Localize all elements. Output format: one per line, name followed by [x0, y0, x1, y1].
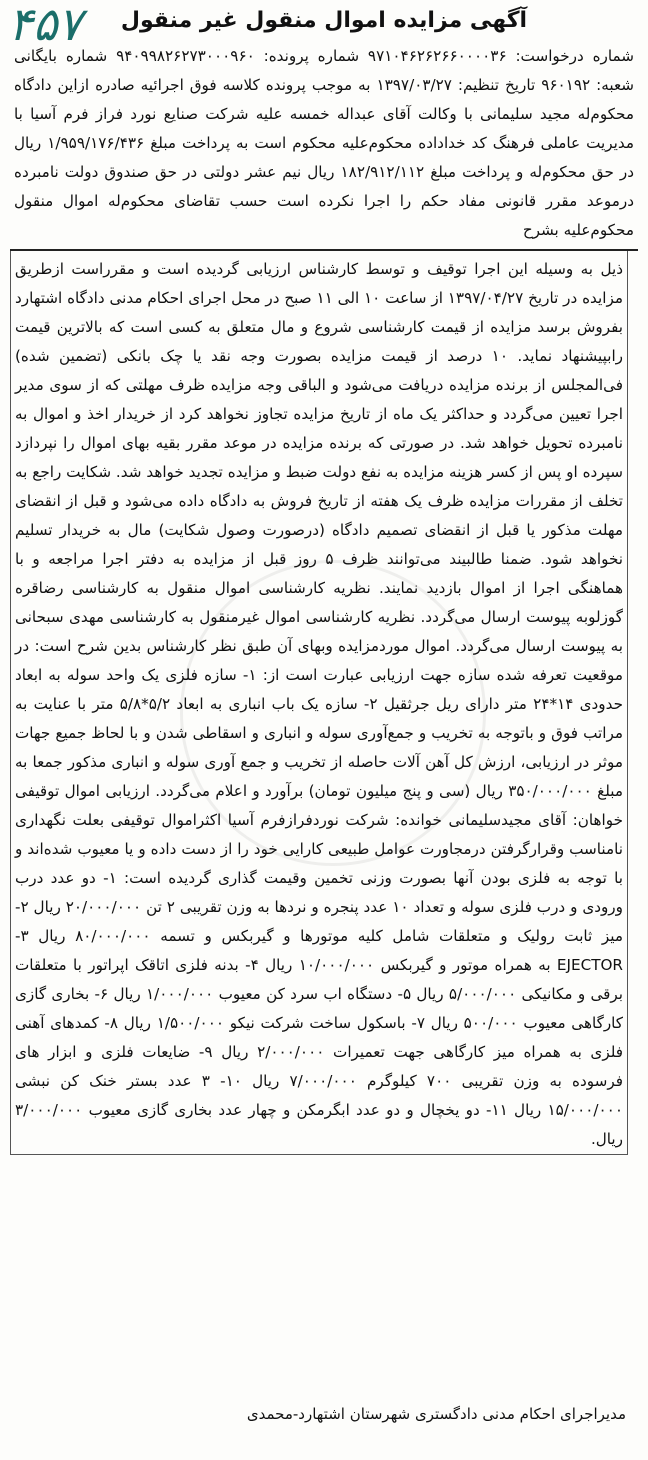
body-paragraph: ذیل به وسیله این اجرا توقیف و توسط کارشناس ارزیابی گردیده است و مقرراست ازطریق مزایده در تاریخ ۱۳۹۷/۰۴/۲۷ از ساعت ۱۰ الی ۱۱ صبح در محل اجرای احکام مدنی دادگاه اشتهارد بفروش برسد مزایده از قیمت کارشناسی شروع و مال متعلق به کسی است که بالاترین قیمت رابپیشنهاد نماید. ۱۰ درصد از قیمت مزایده بصورت وجه نقد یا چک بانکی (تضمین شده) فی‌المجلس از برنده مزایده دریافت می‌شود و الباقی وجه مزایده ظرف مهلتی که از سوی مدیر اجرا تعیین می‌گردد و حداکثر یک ماه از تاریخ مزایده تجاوز نخواهد کرد از خریدار اخذ و اموال به نامبرده تحویل خواهد شد. در صورتی که برنده مزایده در موعد مقرر بقیه بهای اموال را نپردازد سپرده او پس از کسر هزینه مزایده به نفع دولت ضبط و مزایده تجدید خواهد شد. شکایت راجع به تخلف از مقررات مزایده ظرف یک هفته از تاریخ فروش به دادگاه داده می‌شود و قبل از انقضای مهلت مذکور یا قبل از انقضای تصمیم دادگاه (درصورت وصول شکایت) مال به خریدار تسلیم نخواهد شود. ضمنا طالبیند می‌توانند ظرف ۵ روز قبل از مزایده به دفتر اجرا مراجعه و با هماهنگی اجرا از اموال بازدید نمایند. نظریه کارشناسی اموال منقول به کارشناسی رضاقره گوزلوبه پیوست ارسال می‌گردد. نظریه کارشناسی اموال غیرمنقول به کارشناسی مهدی سبحانی به پیوست ارسال می‌گردد. اموال موردمزایده وبهای آن طبق نظر کارشناس بدین شرح است: در موقعیت تعرفه شده سازه جهت ارزیابی عبارت است از: ۱- سازه فلزی یک واحد سوله به ابعاد حدودی ۱۴*۲۴ متر دارای ریل جرثقیل ۲- سازه یک باب انباری به ابعاد ۵/۲*۵/۸ متر با عنایت به مراتب فوق و باتوجه به تخریب و جمع‌آوری سوله و انباری و اسقاطی شدن و با لحاظ جمیع جهات موثر در ارزیابی، ارزش کل آهن آلات حاصله از تخریب و جمع آوری سوله و انباری مذکور جمعا به مبلغ ۳۵۰/۰۰۰/۰۰۰ ریال (سی و پنج میلیون تومان) برآورد و اعلام می‌گردد. ارزیابی اموال توقیفی خواهان: آقای مجیدسلیمانی خوانده: شرکت نوردفرازفرم آسیا اکثراموال توقیفی بعلت نگهداری نامناسب وقرارگرفتن درمجاورت عوامل طبیعی کارایی خود را از دست داده و یا معیوب شده‌اند و با توجه به فلزی بودن آنها بصورت وزنی تخمین وقیمت گذاری گردیده است: ۱- دو عدد درب ورودی و درب فلزی سوله و تعداد ۱۰ عدد پنجره و نردها به وزن تقریبی ۲ تن ۲۰/۰۰۰/۰۰۰ ریال ۲- میز ثابت رولیک و متعلقات شامل کلیه موتورها و گیربکس و تسمه ۸۰/۰۰۰/۰۰۰ ریال ۳- EJECTOR به همراه موتور و گیربکس ۱۰/۰۰۰/۰۰۰ ریال ۴- بدنه فلزی اتاقک اپراتور با متعلقات برقی و مکانیکی ۵/۰۰۰/۰۰۰ ریال ۵- دستگاه اب سرد کن معیوب ۱/۰۰۰/۰۰۰ ریال ۶- بخاری گازی کارگاهی معیوب ۵۰۰/۰۰۰ ریال ۷- باسکول ساخت شرکت نیکو ۱/۵۰۰/۰۰۰ ریال ۸- کمدهای آهنی فلزی به همراه میز کارگاهی جهت تعمیرات ۲/۰۰۰/۰۰۰ ریال ۹- ضایعات فلزی و ابزار های فرسوده به وزن تقریبی ۷۰۰ کیلوگرم ۷/۰۰۰/۰۰۰ ریال ۱۰- ۳ عدد بستر خنک کن نبشی ۱۵/۰۰۰/۰۰۰ ریال ۱۱- دو یخچال و دو عدد ابگرمکن و چهار عدد بخاری گازی معیوب ۳/۰۰۰/۰۰۰ ریال. — [15, 260, 624, 1148]
header-section — [10, 40, 638, 251]
signature-line: مدیراجرای احکام مدنی دادگستری شهرستان اشتهارد-محمدی — [246, 1405, 626, 1423]
body-section — [10, 251, 628, 1155]
handwritten-number: ۴۵۷ — [8, 0, 83, 51]
notice-title: آگهی مزایده اموال منقول غیر منقول — [120, 8, 528, 33]
header-paragraph: شماره درخواست: ۹۷۱۰۴۶۲۶۲۶۶۰۰۰۰۳۶ شماره پرونده: ۹۴۰۹۹۸۲۶۲۷۳۰۰۰۹۶۰ شماره بایگانی شعبه: ۹۶۰۱۹۲ تاریخ تنظیم: ۱۳۹۷/۰۳/۲۷ به موجب پرونده کلاسه فوق اجرائیه صادره ازاین دادگاه محکوم‌له مجید سلیمانی با وکالت آقای عبداله خمسه علیه شرکت صنایع نورد فراز فرم آسیا با مدیریت عاملی فرهنگ کد خداداده محکوم‌علیه محکوم است به پرداخت مبلغ ۱/۹۵۹/۱۷۶/۴۳۶ ریال در حق محکوم‌له و پرداخت مبلغ ۱۸۲/۹۱۲/۱۱۲ ریال نیم عشر دولتی در حق صندوق دولت نامبرده درموعد مقرر قانونی مفاد حکم را اجرا نکرده است حسب تقاضای محکوم‌له اموال منقول محکوم‌علیه بشرح — [14, 47, 635, 239]
